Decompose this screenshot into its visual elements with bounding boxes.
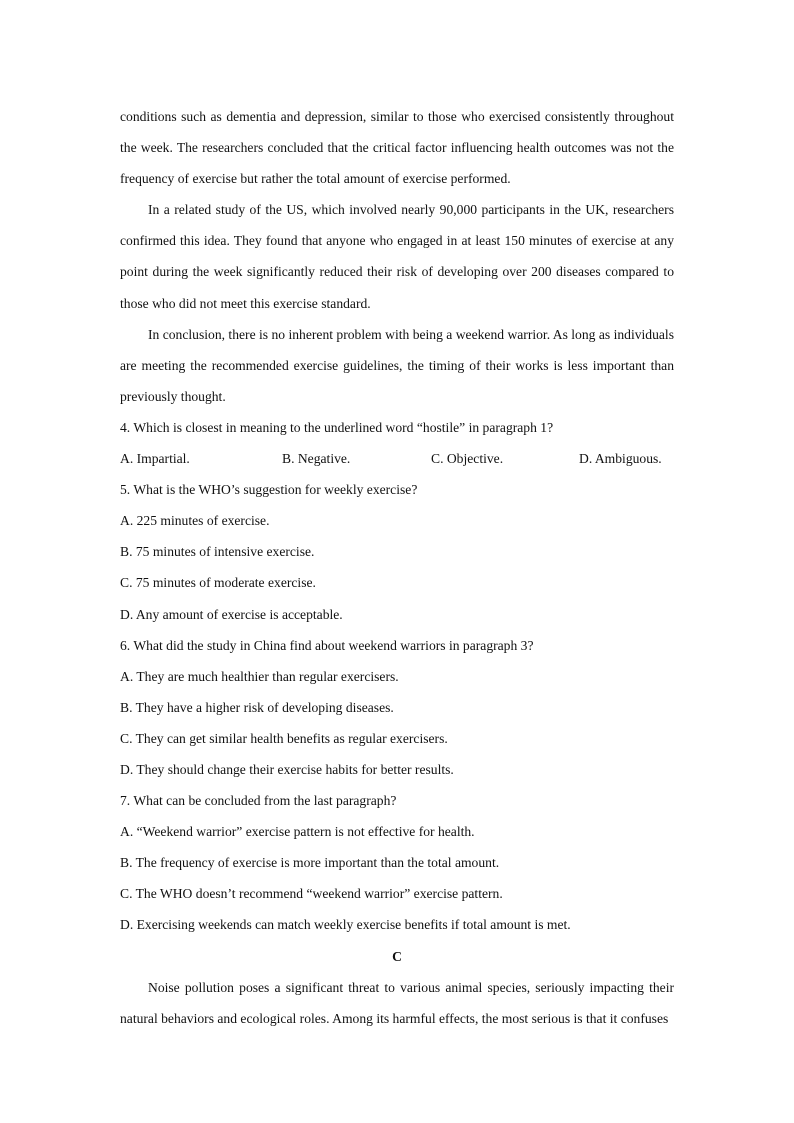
passage-paragraph: In conclusion, there is no inherent problem with being a weekend warrior. As long as individuals are meeting the recommended exercise guidelines, the timing of their works is less important than previously thought. [120,326,674,404]
option-b: B. The frequency of exercise is more important than the total amount. [120,855,500,871]
question-stem: 5. What is the WHO’s suggestion for weekly exercise? [120,482,418,498]
option-row [120,443,674,474]
question-stem: 4. Which is closest in meaning to the underlined word “hostile” in paragraph 1? [120,419,554,435]
option-a: A. They are much healthier than regular exercisers. [120,668,399,684]
option-d: D. Exercising weekends can match weekly exercise benefits if total amount is met. [120,917,571,933]
option-c: C. Objective. [431,451,504,467]
option-d: D. Ambiguous. [579,451,662,467]
question-stem: 7. What can be concluded from the last paragraph? [120,793,397,809]
passage-paragraph: conditions such as dementia and depression, similar to those who exercised consistently throughout the week. The researchers concluded that the critical factor influencing health outcomes was not the frequency of exercise but rather the total amount of exercise performed. [120,109,674,187]
option-b: B. Negative. [282,451,351,467]
passage-paragraph: Noise pollution poses a significant threat to various animal species, seriously impacting their natural behaviors and ecological roles. Among its harmful effects, the most serious is that it confuses [120,979,674,1026]
option-b: B. They have a higher risk of developing diseases. [120,699,394,715]
option-c: C. 75 minutes of moderate exercise. [120,575,316,591]
section-heading: C [392,948,402,964]
option-d: D. Any amount of exercise is acceptable. [120,606,343,622]
question-stem: 6. What did the study in China find about weekend warriors in paragraph 3? [120,637,534,653]
option-c: C. They can get similar health benefits as regular exercisers. [120,730,448,746]
option-b: B. 75 minutes of intensive exercise. [120,544,315,560]
option-a: A. Impartial. [120,451,190,467]
document-page [120,101,674,1034]
question-7 [120,785,674,940]
question-4 [120,412,674,474]
option-d: D. They should change their exercise habits for better results. [120,761,454,777]
option-a: A. “Weekend warrior” exercise pattern is not effective for health. [120,824,475,840]
option-a: A. 225 minutes of exercise. [120,513,270,529]
option-c: C. The WHO doesn’t recommend “weekend warrior” exercise pattern. [120,886,503,902]
question-6 [120,630,674,785]
question-5 [120,474,674,629]
passage-paragraph: In a related study of the US, which involved nearly 90,000 participants in the UK, researchers confirmed this idea. They found that anyone who engaged in at least 150 minutes of exercise at any point during the week significantly reduced their risk of developing over 200 diseases compared to those who did not meet this exercise standard. [120,202,674,311]
